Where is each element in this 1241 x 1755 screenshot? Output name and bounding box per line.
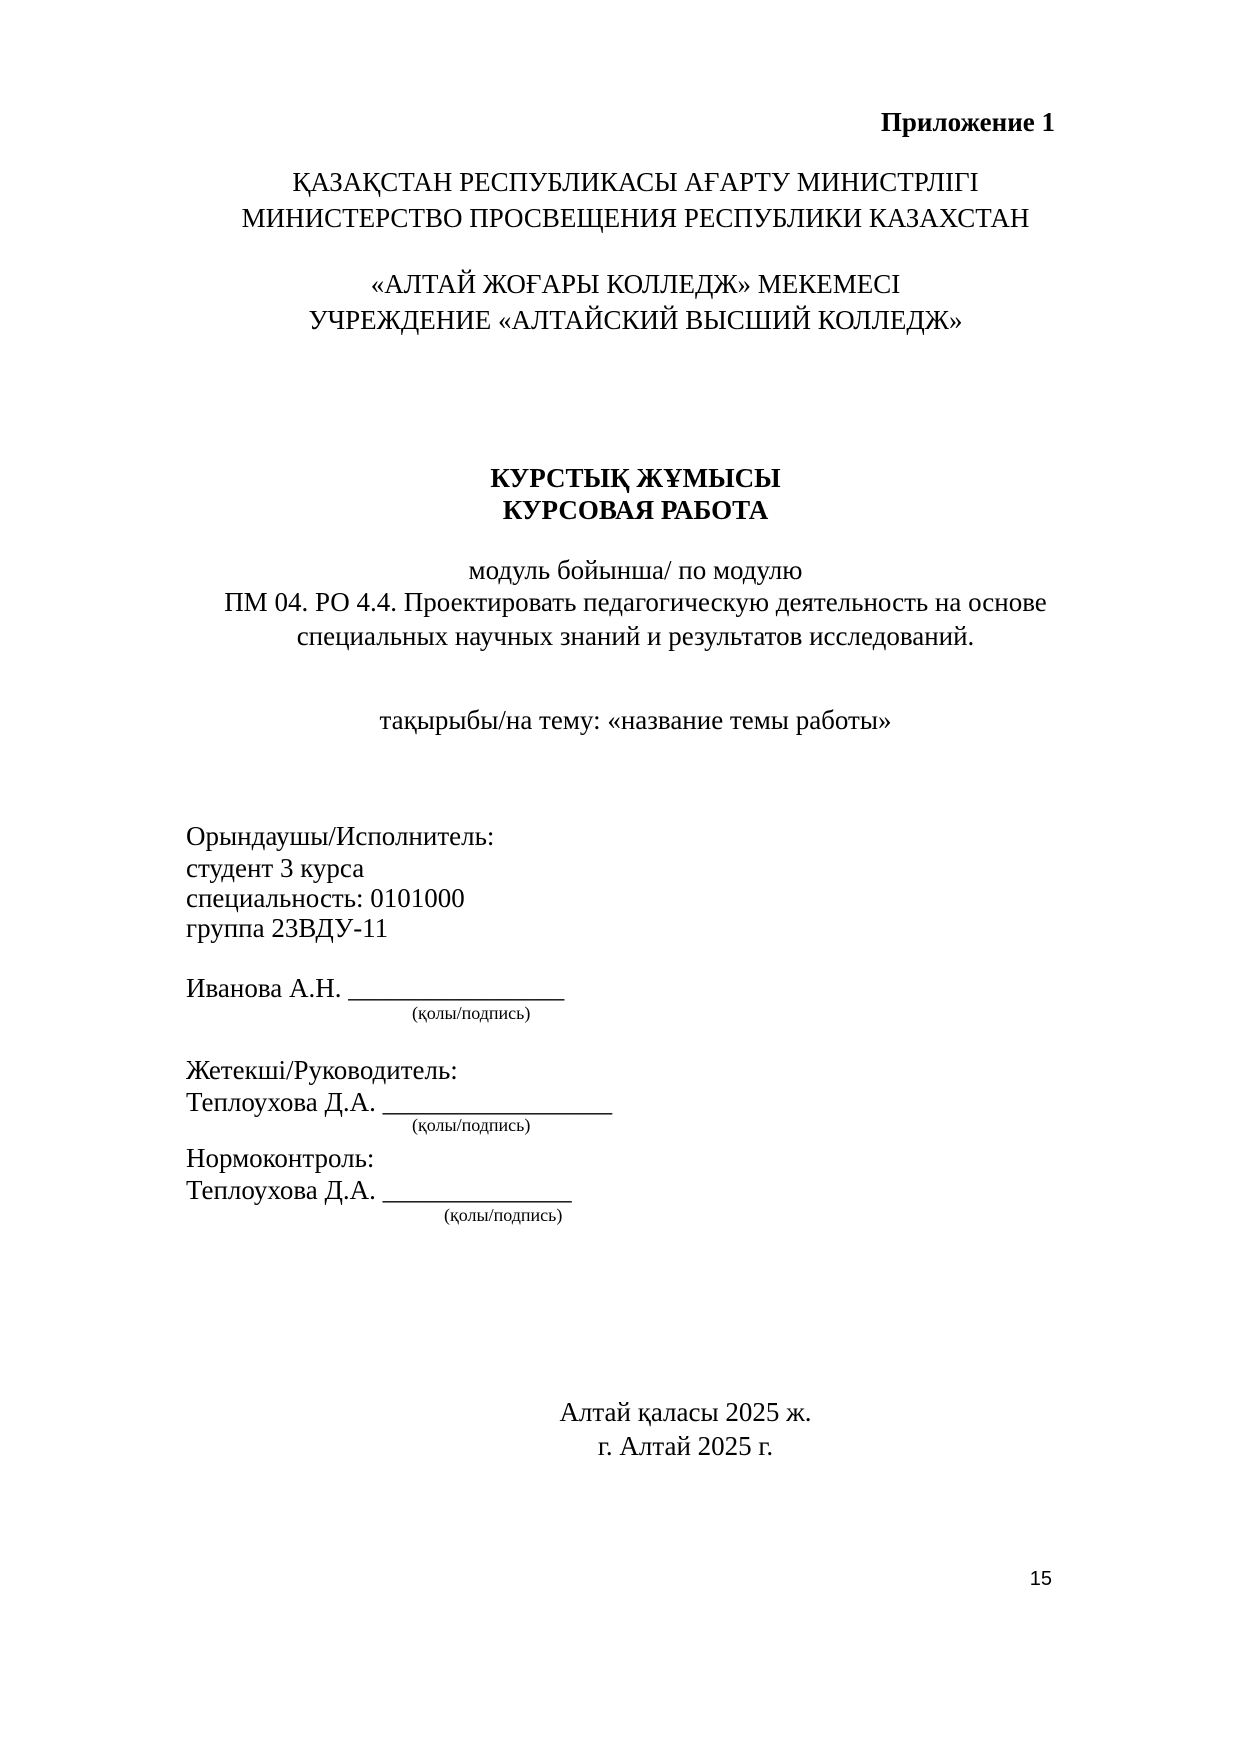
page-number: 15 — [1029, 1568, 1052, 1590]
college-kz: «АЛТАЙ ЖОҒАРЫ КОЛЛЕДЖ» МЕКЕМЕСІ — [370, 269, 901, 299]
module-line-1: ПМ 04. РО 4.4. Проектировать педагогическую деятельность на основе — [224, 587, 1047, 617]
normcontrol-name-line: Теплоухова Д.А. ______________ — [186, 1175, 572, 1205]
module-label: модуль бойынша/ по модулю — [468, 555, 803, 585]
work-type-kz: КУРСТЫҚ ЖҰМЫСЫ — [490, 463, 781, 493]
ministry-kz: ҚАЗАҚСТАН РЕСПУБЛИКАСЫ АҒАРТУ МИНИСТРЛІГІ — [292, 167, 979, 197]
work-type-ru: КУРСОВАЯ РАБОТА — [502, 495, 769, 525]
executor-specialty: специальность: 0101000 — [186, 883, 465, 913]
executor-signature-caption: (қолы/подпись) — [412, 1003, 531, 1023]
topic: тақырыбы/на тему: «название темы работы» — [379, 705, 892, 735]
executor-title: Орындаушы/Исполнитель: — [186, 821, 495, 851]
city-year-kz: Алтай қаласы 2025 ж. — [559, 1397, 812, 1427]
executor-group: группа 23ВДУ-11 — [186, 913, 389, 943]
city-year-ru: г. Алтай 2025 г. — [597, 1431, 774, 1461]
normcontrol-signature-caption: (қолы/подпись) — [444, 1205, 563, 1225]
executor-name-line: Иванова А.Н. ________________ — [186, 973, 565, 1003]
supervisor-name-line: Теплоухова Д.А. _________________ — [186, 1087, 613, 1117]
ministry-ru: МИНИСТЕРСТВО ПРОСВЕЩЕНИЯ РЕСПУБЛИКИ КАЗАХСТАН — [241, 203, 1030, 233]
supervisor-title: Жетекші/Руководитель: — [186, 1055, 458, 1085]
executor-course: студент 3 курса — [186, 853, 365, 883]
appendix-label: Приложение 1 — [880, 107, 1055, 137]
college-ru: УЧРЕЖДЕНИЕ «АЛТАЙСКИЙ ВЫСШИЙ КОЛЛЕДЖ» — [308, 305, 963, 335]
supervisor-signature-caption: (қолы/подпись) — [412, 1115, 531, 1135]
module-line-2: специальных научных знаний и результатов исследований. — [296, 621, 975, 651]
normcontrol-title: Нормоконтроль: — [186, 1143, 375, 1173]
